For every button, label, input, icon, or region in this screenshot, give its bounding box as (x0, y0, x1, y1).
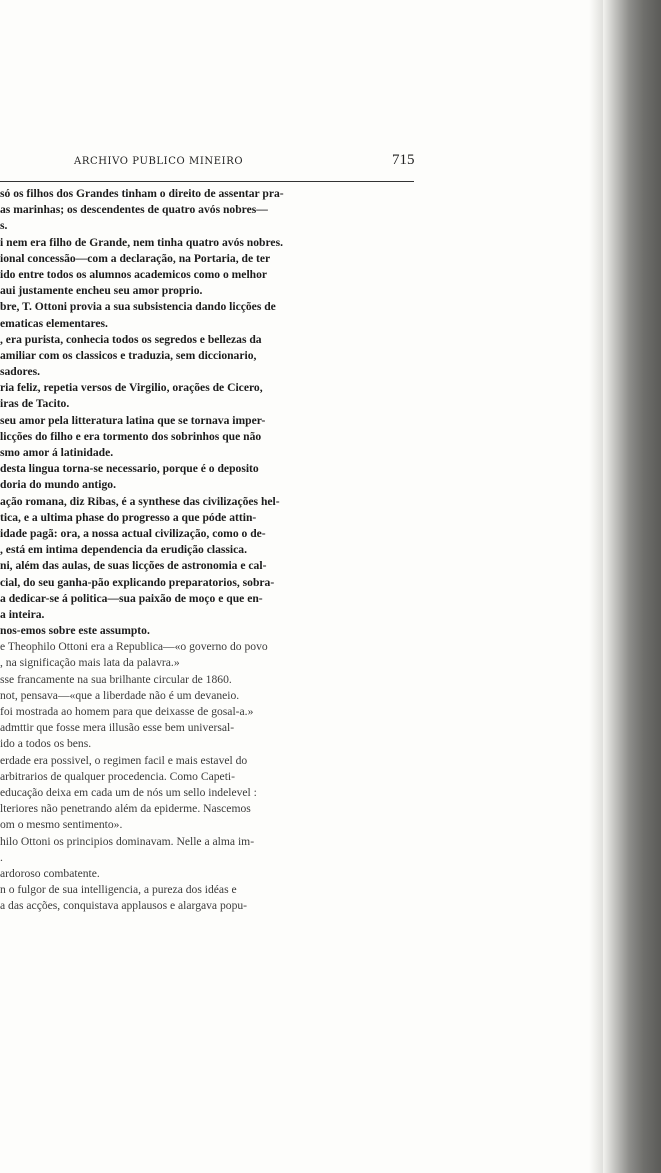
page-header (0, 152, 420, 176)
text-line: s. (0, 219, 8, 233)
header-rule (0, 181, 414, 182)
page-number: 715 (392, 152, 415, 168)
text-line: iras de Tacito. (0, 397, 70, 411)
text-line: nos-emos sobre este assumpto. (0, 624, 150, 638)
text-line: i nem era filho de Grande, nem tinha quatro avós nobres. (0, 235, 283, 249)
text-line: bre, T. Ottoni provia a sua subsistencia dando licções de (0, 300, 276, 314)
text-line: , era purista, conhecia todos os segredos e bellezas da (0, 332, 262, 346)
text-line: doria do mundo antigo. (0, 478, 116, 492)
text-line: amiliar com os classicos e traduzia, sem diccionario, (0, 348, 257, 362)
text-line: a das acções, conquistava applausos e alargava popu- (0, 899, 248, 913)
text-line: . (0, 850, 3, 864)
text-line: sadores. (0, 365, 41, 379)
text-line: ido entre todos os alumnos academicos como o melhor (0, 267, 268, 281)
text-line: idade pagã: ora, a nossa actual civilização, como o de- (0, 526, 266, 540)
running-head: ARCHIVO PUBLICO MINEIRO (74, 156, 244, 167)
text-line: aui justamente encheu seu amor proprio. (0, 284, 203, 298)
text-line: as marinhas; os descendentes de quatro avós nobres— (0, 203, 268, 217)
text-line: educação deixa em cada um de nós um sello indelevel : (0, 785, 257, 799)
text-line: licções do filho e era tormento dos sobrinhos que não (0, 429, 262, 443)
text-line: admttir que fosse mera illusão esse bem universal- (0, 721, 235, 735)
text-line: smo amor á latinidade. (0, 446, 114, 459)
text-line: arbitrarios de qualquer procedencia. Como Capeti- (0, 769, 236, 783)
text-line: erdade era possivel, o regimen facil e mais estavel do (0, 753, 248, 767)
text-line: ni, além das aulas, de suas licções de astronomia e cal- (0, 559, 267, 573)
text-line: cial, do seu ganha-pão explicando preparatorios, sobra- (0, 575, 275, 589)
text-line: not, pensava—«que a liberdade não é um devaneio. (0, 688, 240, 702)
text-line: lteriores não penetrando além da epiderme. Nascemos (0, 802, 251, 816)
text-line: só os filhos dos Grandes tinham o direito de assentar pra- (0, 187, 284, 200)
text-line: ido a todos os bens. (0, 737, 92, 751)
text-line: foi mostrada ao homem para que deixasse de gosal-a.» (0, 705, 254, 718)
body-text (0, 186, 420, 914)
text-line: a dedicar-se á politica—sua paixão de moço e que en- (0, 591, 263, 605)
text-line: tica, e a ultima phase do progresso a que póde attin- (0, 510, 257, 524)
page-gutter-shadow (589, 0, 603, 1173)
text-line: hilo Ottoni os principios dominavam. Nelle a alma im- (0, 834, 255, 848)
text-line: seu amor pela litteratura latina que se tornava imper- (0, 413, 266, 427)
text-line: ional concessão—com a declaração, na Portaria, de ter (0, 251, 271, 265)
text-line: om o mesmo sentimento». (0, 818, 123, 832)
text-line: , na significação mais lata da palavra.» (0, 656, 180, 670)
text-line: n o fulgor de sua intelligencia, a pureza dos idéas e (0, 883, 237, 897)
text-line: a inteira. (0, 607, 45, 621)
text-line: ação romana, diz Ribas, é a synthese das civilizações hel- (0, 494, 280, 508)
text-line: desta lingua torna-se necessario, porque é o deposito (0, 462, 259, 476)
book-spine-edge (603, 0, 661, 1173)
text-line: e Theophilo Ottoni era a Republica—«o governo do povo (0, 640, 268, 654)
text-line: , está em intima dependencia da erudição classica. (0, 543, 247, 557)
text-line: ematicas elementares. (0, 316, 108, 330)
text-line: sse francamente na sua brilhante circular de 1860. (0, 672, 232, 686)
text-line: ria feliz, repetia versos de Virgilio, orações de Cicero, (0, 381, 263, 395)
text-line: ardoroso combatente. (0, 866, 100, 880)
